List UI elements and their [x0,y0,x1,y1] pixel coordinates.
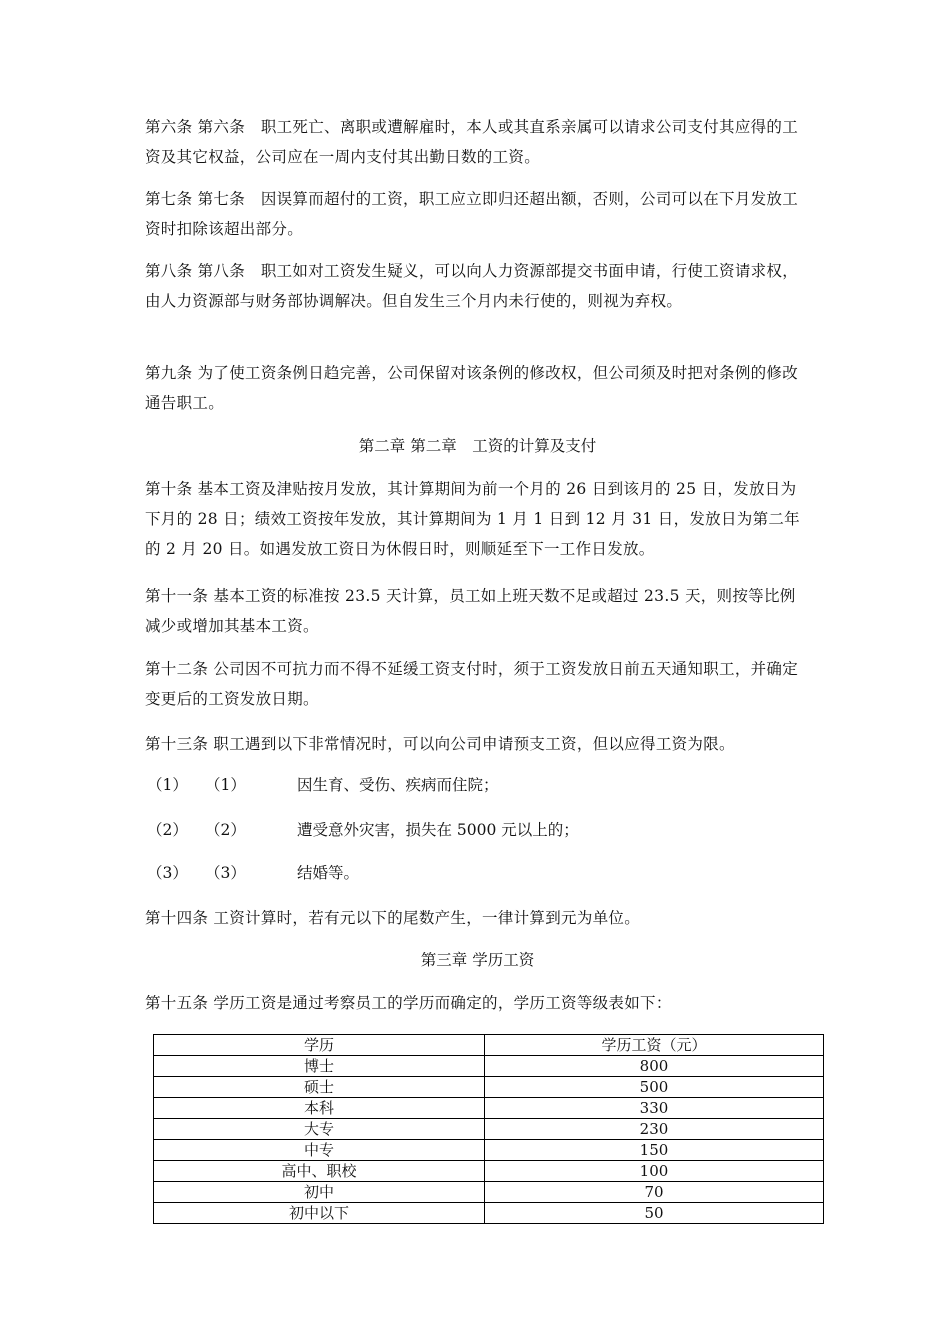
table-row [154,1140,824,1161]
table-row [154,1056,824,1077]
table-row [154,1077,824,1098]
table-cell: 150 [485,1140,824,1161]
table-row [154,1182,824,1203]
article-13: 第十三条 职工遇到以下非常情况时，可以向公司申请预支工资，但以应得工资为限。 [145,735,735,753]
table-cell: 230 [485,1119,824,1140]
article-8: 第八条 第八条 职工如对工资发生疑义，可以向人力资源部提交书面申请，行使工资请求权，由人力资源部与财务部协调解决。但自发生三个月内未行使的，则视为弃权。 [145,262,799,310]
table-cell: 50 [485,1203,824,1224]
article-11: 第十一条 基本工资的标准按 23.5 天计算，员工如上班天数不足或超过 23.5 天，则按等比例减少或增加其基本工资。 [145,587,796,635]
table-cell: 初中以下 [154,1203,485,1224]
article-12: 第十二条 公司因不可抗力而不得不延缓工资支付时，须于工资发放日前五天通知职工，并确定变更后的工资发放日期。 [145,660,799,708]
table-header-cell: 学历工资（元） [485,1035,824,1056]
table-cell: 800 [485,1056,824,1077]
list-number: （1） [147,776,188,794]
table-cell: 高中、职校 [154,1161,485,1182]
list-number: （3） [205,864,246,882]
table-cell: 500 [485,1077,824,1098]
list-number: （2） [147,821,188,839]
list-number: （2） [205,821,246,839]
article-7: 第七条 第七条 因误算而超付的工资，职工应立即归还超出额，否则，公司可以在下月发放工资时扣除该超出部分。 [145,190,799,238]
education-salary-table [153,1034,824,1224]
table-row [154,1161,824,1182]
table-header-cell: 学历 [154,1035,485,1056]
table-cell: 70 [485,1182,824,1203]
table-cell: 初中 [154,1182,485,1203]
list-text: 结婚等。 [297,864,360,882]
article-14: 第十四条 工资计算时，若有元以下的尾数产生，一律计算到元为单位。 [145,909,641,927]
article-6: 第六条 第六条 职工死亡、离职或遭解雇时，本人或其直系亲属可以请求公司支付其应得的工资及其它权益，公司应在一周内支付其出勤日数的工资。 [145,118,799,166]
table-row [154,1098,824,1119]
list-number: （3） [147,864,188,882]
table-row [154,1203,824,1224]
table-cell: 博士 [154,1056,485,1077]
article-10: 第十条 基本工资及津贴按月发放，其计算期间为前一个月的 26 日到该月的 25 日，发放日为下月的 28 日；绩效工资按年发放，其计算期间为 1 月 1 日到 12 月 31 日，发放日为第二年的 2 月 20 日。如遇发放工资日为休假日时，则顺延至下一工作日发放。 [145,480,800,558]
chapter-2-heading: 第二章 第二章 工资的计算及支付 [358,437,597,455]
list-text: 遭受意外灾害，损失在 5000 元以上的； [297,821,579,839]
table-cell: 硕士 [154,1077,485,1098]
list-number: （1） [205,776,246,794]
table-cell: 330 [485,1098,824,1119]
table-cell: 100 [485,1161,824,1182]
list-text: 因生育、受伤、疾病而住院； [297,776,499,794]
table-header-row [154,1035,824,1056]
table-cell: 中专 [154,1140,485,1161]
article-15: 第十五条 学历工资是通过考察员工的学历而确定的，学历工资等级表如下： [145,994,672,1012]
article-9: 第九条 为了使工资条例日趋完善，公司保留对该条例的修改权，但公司须及时把对条例的修改通告职工。 [145,364,799,412]
chapter-3-heading: 第三章 学历工资 [420,951,535,969]
table-cell: 本科 [154,1098,485,1119]
table-cell: 大专 [154,1119,485,1140]
table-row [154,1119,824,1140]
